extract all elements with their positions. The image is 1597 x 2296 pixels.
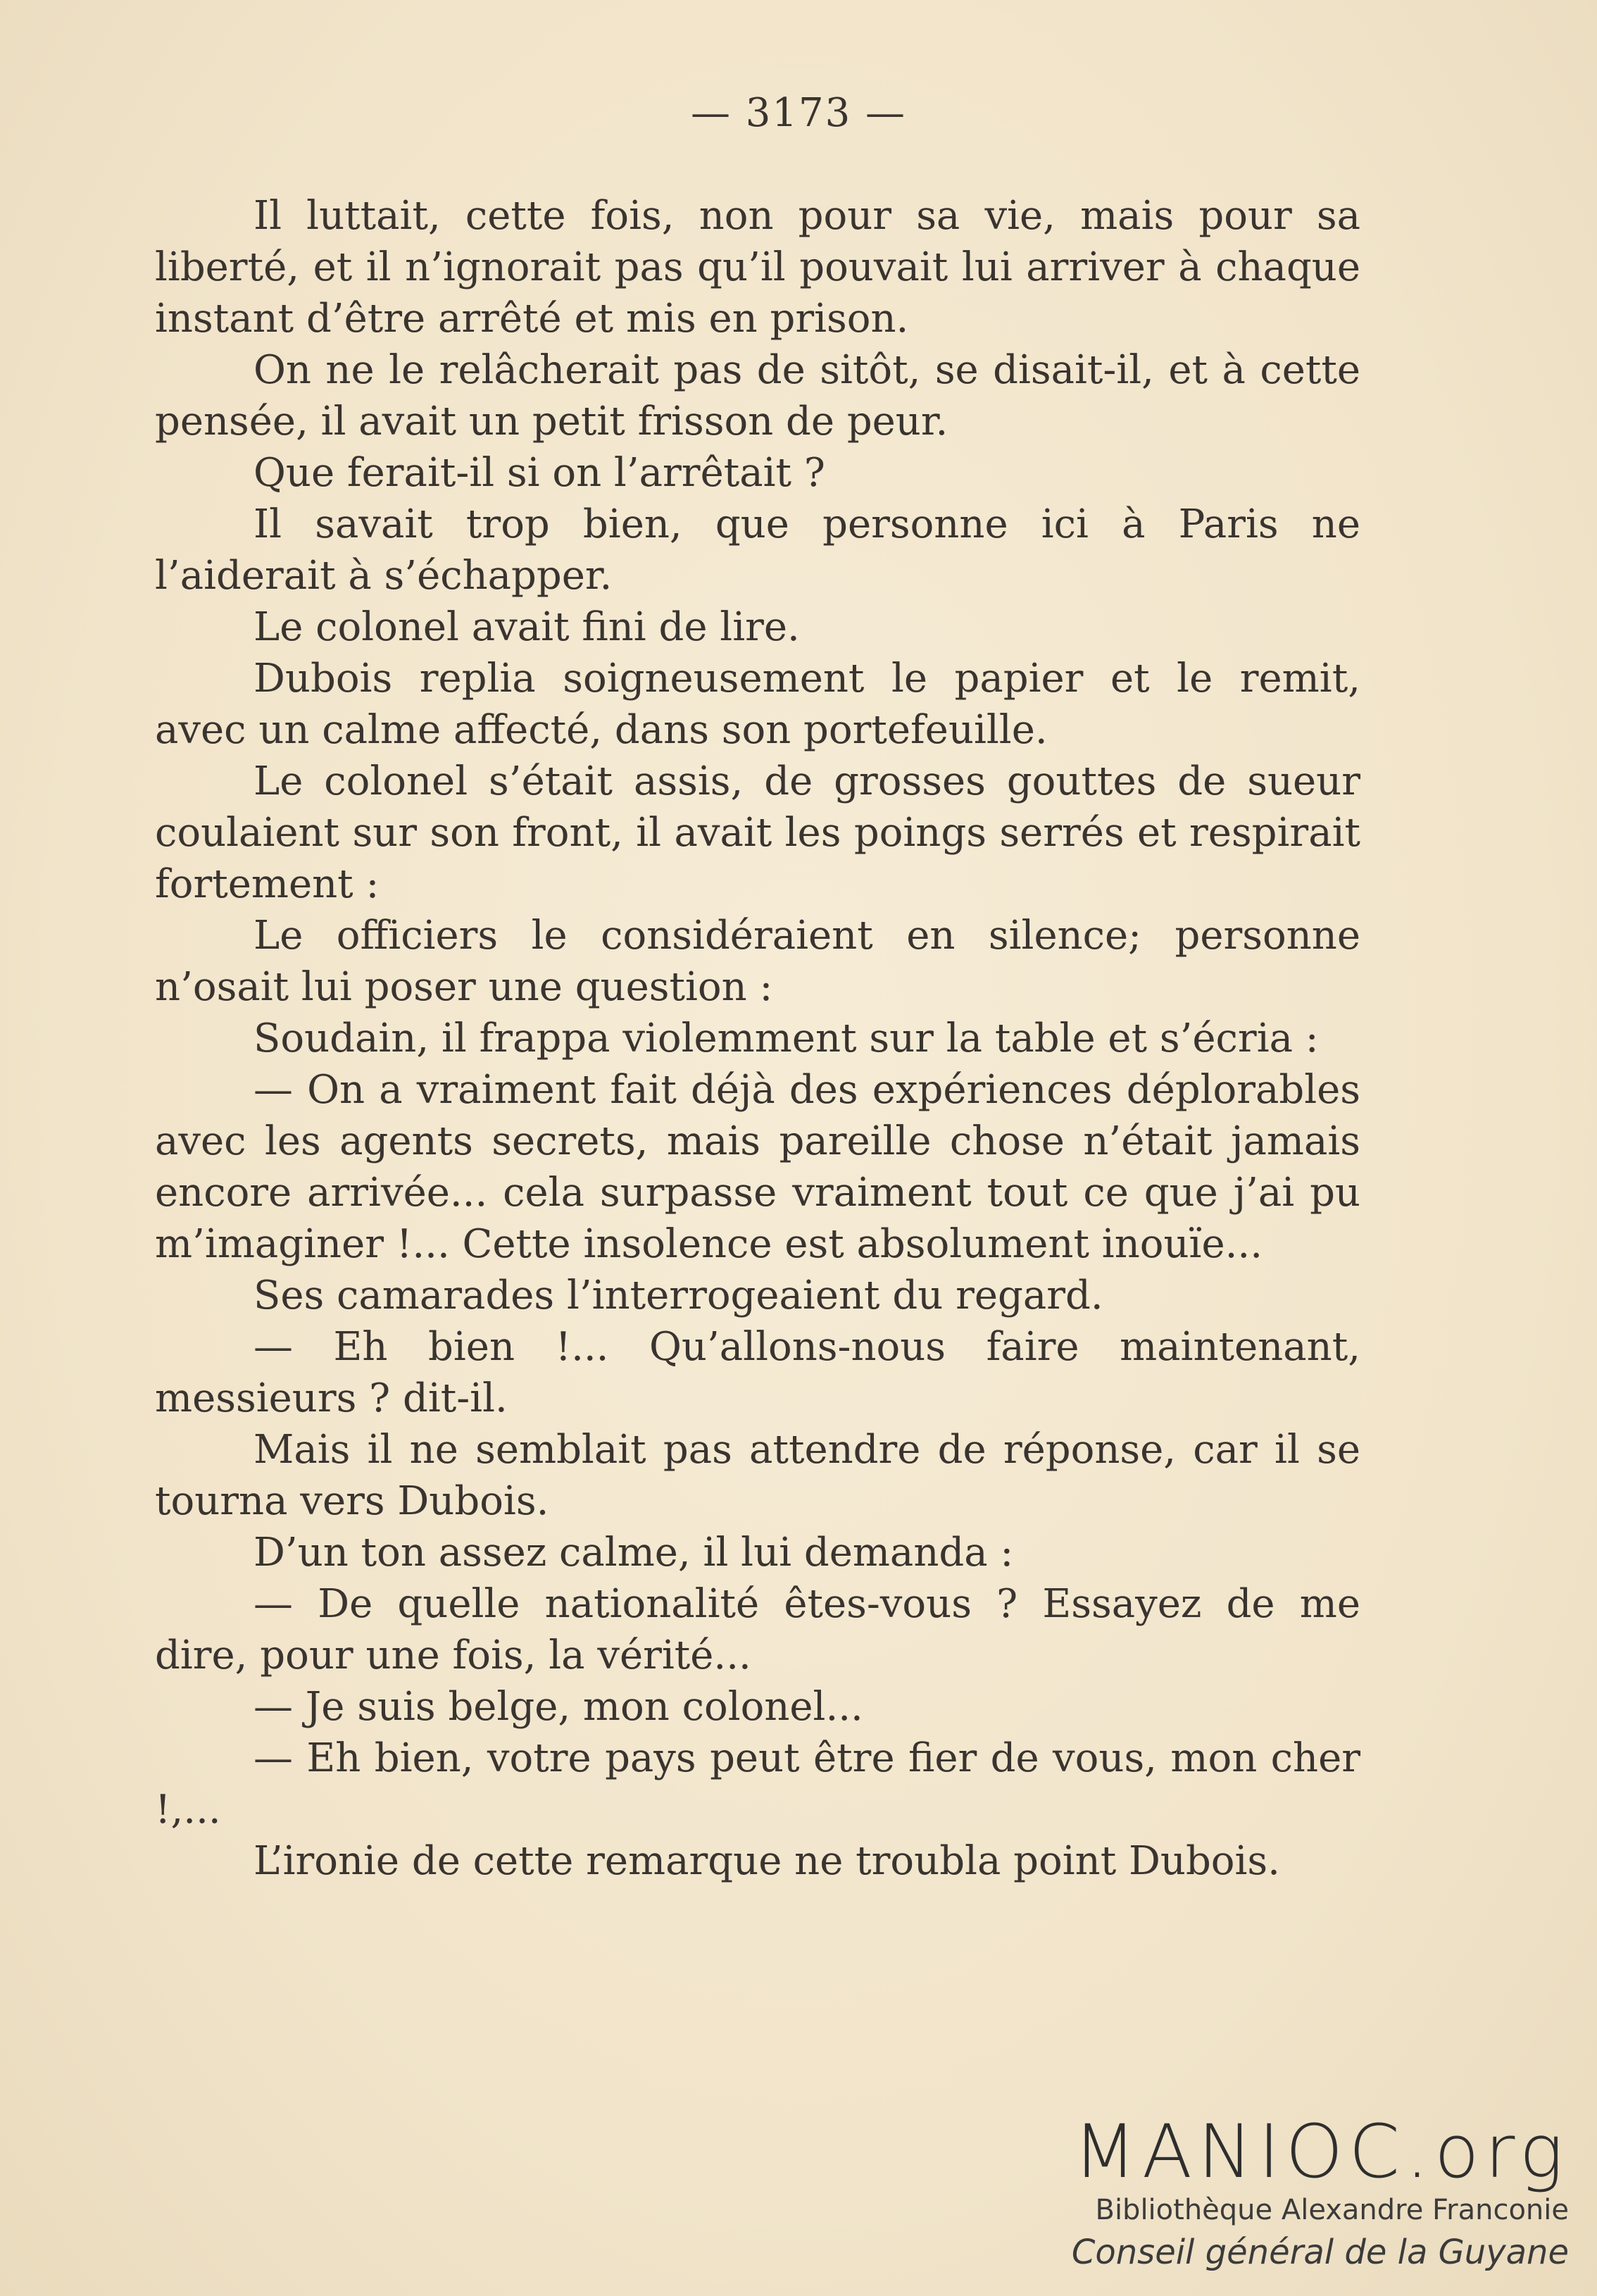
manioc-watermark [1071, 2109, 1569, 2275]
paragraph: Mais il ne semblait pas attendre de réponse, car il se tourna vers Dubois. [155, 1427, 1360, 1524]
paragraph: Le colonel s’était assis, de grosses gouttes de sueur coulaient sur son front, il avait les poings serrés et respirait fortement : [155, 759, 1360, 907]
body-text [155, 190, 1360, 1887]
paragraph: — On a vraiment fait déjà des expériences déplorables avec les agents secrets, mais pareille chose n’était jamais encore arrivée... cela surpasse vraiment tout ce que j’ai pu m’imaginer !... Cette insolence est absolument inouïe... [155, 1067, 1360, 1267]
manioc-logo: MANIOC.org [1073, 2109, 1569, 2195]
paragraph: — Eh bien, votre pays peut être fier de vous, mon cher !,... [155, 1735, 1360, 1833]
library-name: Bibliothèque Alexandre Franconie [1095, 2194, 1569, 2226]
paragraph: Soudain, il frappa violemment sur la table et s’écria : [253, 1016, 1319, 1061]
paragraph: Le officiers le considéraient en silence; personne n’osait lui poser une question : [155, 913, 1360, 1010]
paragraph: — Je suis belge, mon colonel... [253, 1684, 863, 1730]
paragraph: Que ferait-il si on l’arrêtait ? [253, 450, 825, 496]
paragraph: L’ironie de cette remarque ne troubla point Dubois. [253, 1838, 1280, 1884]
paragraph: Ses camarades l’interrogeaient du regard. [253, 1273, 1103, 1318]
paragraph: D’un ton assez calme, il lui demanda : [253, 1530, 1014, 1576]
paragraph: On ne le relâcherait pas de sitôt, se disait-il, et à cette pensée, il avait un petit frisson de peur. [155, 347, 1360, 444]
paragraph: Il luttait, cette fois, non pour sa vie, mais pour sa liberté, et il n’ignorait pas qu’il pouvait lui arriver à chaque instant d’être arrêté et mis en prison. [155, 193, 1360, 342]
page-number: — 3173 — [690, 90, 907, 136]
paragraph: Le colonel avait fini de lire. [253, 604, 800, 650]
paragraph: — Eh bien !... Qu’allons-nous faire maintenant, messieurs ? dit-il. [155, 1324, 1360, 1421]
council-name: Conseil général de la Guyane [1071, 2233, 1569, 2272]
paragraph: — De quelle nationalité êtes-vous ? Essayez de me dire, pour une fois, la vérité... [155, 1581, 1360, 1678]
paragraph: Il savait trop bien, que personne ici à Paris ne l’aiderait à s’échapper. [155, 501, 1360, 599]
paragraph: Dubois replia soigneusement le papier et le remit, avec un calme affecté, dans son portefeuille. [155, 656, 1360, 753]
